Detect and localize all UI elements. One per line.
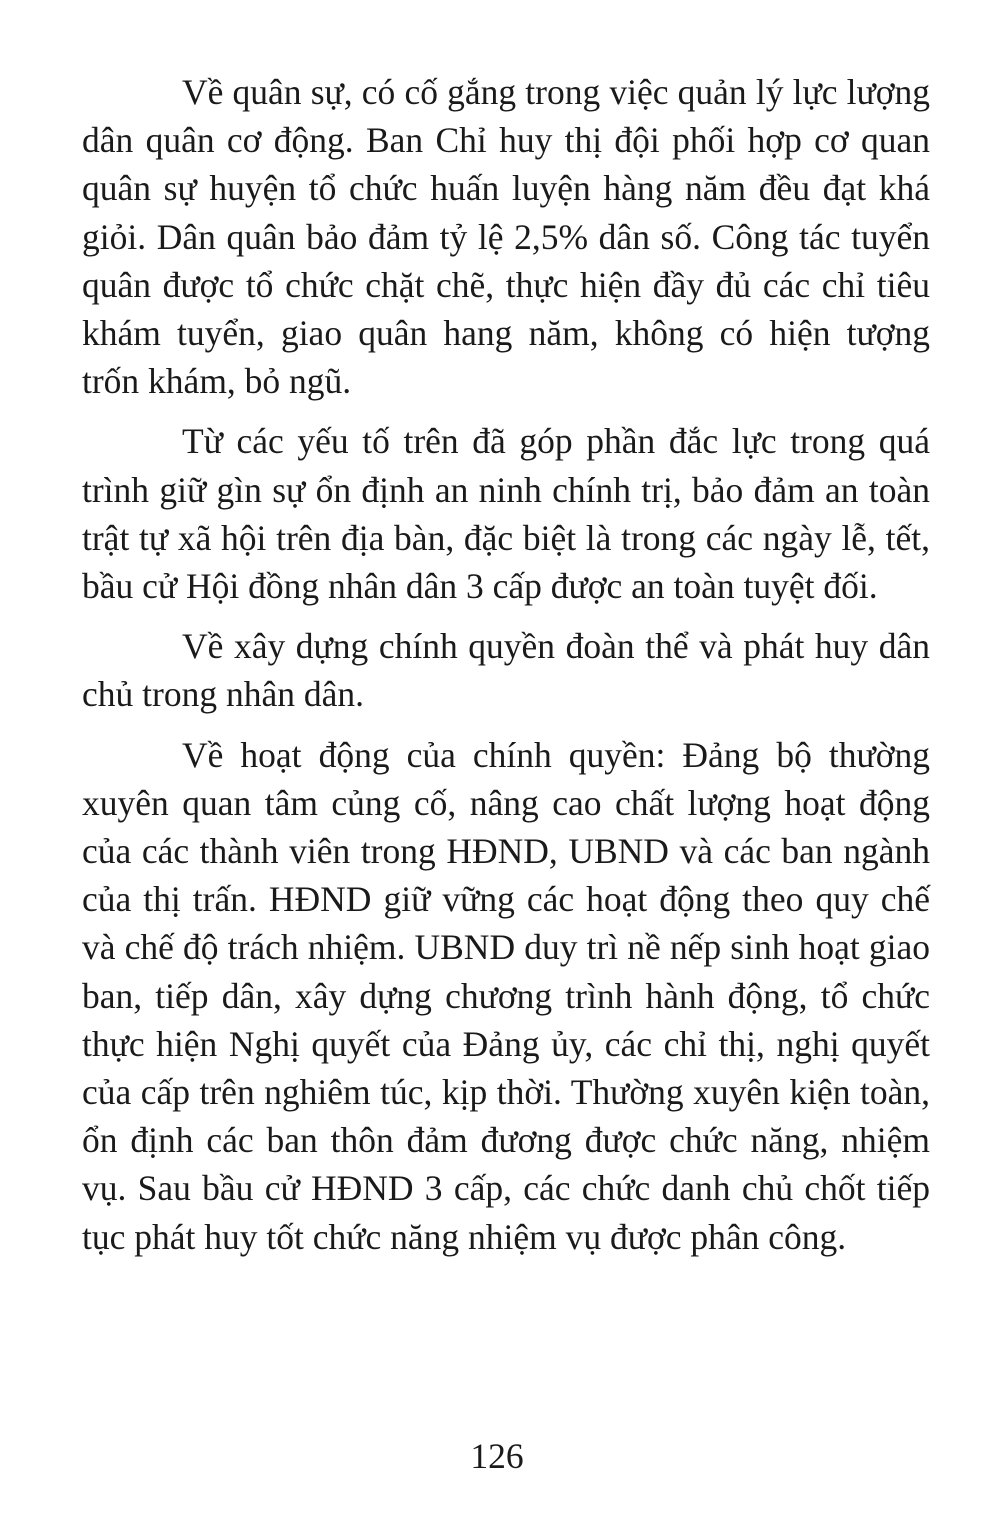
- paragraph-military: Về quân sự, có cố gắng trong việc quản lý lực lượng dân quân cơ động. Ban Chỉ huy thị đội phối hợp cơ quan quân sự huyện tổ chức huấn luyện hàng năm đều đạt khá giỏi. Dân quân bảo đảm tỷ lệ 2,5% dân số. Công tác tuyển quân được tổ chức chặt chẽ, thực hiện đầy đủ các chỉ tiêu khám tuyển, giao quân hang năm, không có hiện tượng trốn khám, bỏ ngũ.: [82, 72, 930, 402]
- page-number: 126: [470, 1436, 524, 1476]
- page-body: [82, 68, 930, 1273]
- paragraph-government-activities: Về hoạt động của chính quyền: Đảng bộ thường xuyên quan tâm củng cố, nâng cao chất lượng hoạt động của các thành viên trong HĐND, UBND và các ban ngành của thị trấn. HĐND giữ vững các hoạt động theo quy chế và chế độ trách nhiệm. UBND duy trì nề nếp sinh hoạt giao ban, tiếp dân, xây dựng chương trình hành động, tổ chức thực hiện Nghị quyết của Đảng ủy, các chỉ thị, nghị quyết của cấp trên nghiêm túc, kịp thời. Thường xuyên kiện toàn, ổn định các ban thôn đảm đương được chức năng, nhiệm vụ. Sau bầu cử HĐND 3 cấp, các chức danh chủ chốt tiếp tục phát huy tốt chức năng nhiệm vụ được phân công.: [82, 734, 930, 1257]
- paragraph-government-heading: Về xây dựng chính quyền đoàn thể và phát huy dân chủ trong nhân dân.: [82, 626, 930, 715]
- paragraph-security: Từ các yếu tố trên đã góp phần đắc lực trong quá trình giữ gìn sự ổn định an ninh chính trị, bảo đảm an toàn trật tự xã hội trên địa bàn, đặc biệt là trong các ngày lễ, tết, bầu cử Hội đồng nhân dân 3 cấp được an toàn tuyệt đối.: [82, 421, 930, 607]
